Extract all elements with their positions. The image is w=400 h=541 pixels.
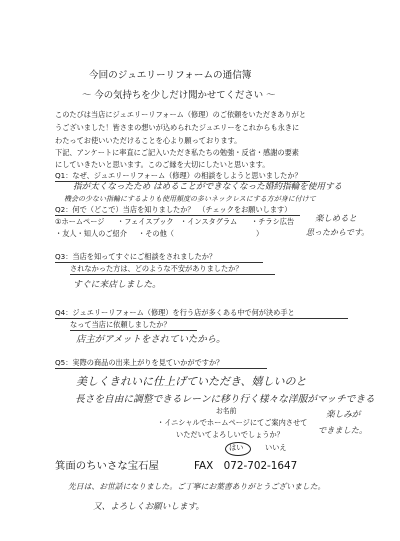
survey-subtitle: 〜 今の気持ちを少しだけ聞かせてください 〜 [82, 90, 276, 101]
q5-answer-line-1: 美しくきれいに仕上げていただき、嬉しいのと [76, 375, 307, 388]
shop-fax: FAX 072-702-1647 [194, 460, 298, 472]
q5-underline [55, 368, 267, 369]
intro-line-3: わたってお使いいただけることを心より願っております。 [55, 136, 242, 145]
q3-underline-1 [55, 262, 263, 263]
q1-question: Q1：なぜ、ジュエリーリフォーム（修理）の相談をしようと思いましたか？ [55, 171, 302, 180]
q2-option-other-close: ） [256, 229, 264, 238]
consent-question-line-2: いただいてよろしいでしょうか？ [176, 430, 284, 439]
intro-line-5: にしていきたいと思います。このご縁を大切にしたいと思います。 [55, 160, 270, 169]
footer-message-line-2: 又、よろしくお願いします。 [93, 502, 205, 512]
q4-answer: 店主がアメットをされていたから。 [76, 334, 226, 345]
shop-name: 箕面のちいさな宝石屋 [55, 460, 159, 472]
q4-question-line-1: Q4：ジュエリーリフォーム（修理）を行う店が多くある中で何が決め手と [55, 308, 295, 317]
intro-line-2: うございました！皆さまの想いが込められたジュエリーをこれからも永きに [55, 123, 300, 132]
q3-underline-2 [70, 274, 275, 275]
q4-underline-2 [70, 330, 197, 331]
q5-question: Q5：実際の商品の出来上がりを見ていかがですか？ [55, 358, 224, 367]
q5-side-note-line-2: できました。 [318, 425, 368, 435]
q5-answer-line-2: 長さを自由に調整できるレーンに移り行く様々な洋服がマッチできる [75, 394, 375, 405]
q2-underline [55, 215, 300, 216]
q2-option-other: ・その他（ [138, 229, 174, 238]
footer-message-line-1: 先日は、お世話になりました。ご丁寧にお葉書ありがとうございました。 [68, 482, 326, 491]
q2-option-instagram: ・インスタグラム [180, 217, 238, 226]
q2-option-referral: ・友人・知人のご紹介 [55, 229, 127, 238]
q3-question-line-2: されなかった方は、どのような不安がありましたか？ [70, 264, 243, 273]
q2-option-flyer: ・チラシ広告 [251, 217, 295, 226]
consent-yes-option[interactable]: はい [229, 443, 244, 452]
q3-question-line-1: Q3：当店を知ってすぐにご相談をされましたか？ [55, 252, 217, 261]
q4-underline-1 [55, 318, 348, 319]
q2-option-homepage: ①ホームページ [55, 217, 105, 226]
q2-question: Q2：何で（どこで）当店を知りましたか？ （チェックをお願いします） [55, 205, 292, 214]
q3-answer: すぐに来店しました。 [73, 280, 161, 290]
consent-no-option[interactable]: いいえ [265, 443, 287, 452]
q2-option-facebook: ・フェイスブック [117, 217, 174, 226]
q5-side-note-line-1: 楽しみが [326, 410, 361, 420]
q2-side-note-line-1: 楽しめると [315, 213, 357, 223]
intro-line-4: 下記、アンケートに率直にご記入いただき私たちの勉強・反省・感謝の要素 [55, 148, 299, 157]
q1-answer-line-2: 機会の少ない指輪にするよりも使用頻度の多いネックレスにする方が身に付けて [64, 195, 316, 203]
q4-question-line-2: なって当店に依頼しましたか？ [70, 320, 171, 329]
intro-line-1: このたびは当店にジュエリーリフォーム（修理）のご依頼をいただきありがと [55, 110, 307, 119]
consent-question-line-1: ・イニシャルでホームページにてご案内させて [157, 418, 308, 427]
q2-side-note-line-2: 思ったからです。 [306, 228, 370, 237]
name-label: お名前 [216, 407, 237, 415]
survey-title: 今回のジュエリーリフォームの通信簿 [89, 70, 252, 81]
q1-answer-line-1: 指が太くなったため はめることができなくなった婚約指輪を使用する [73, 182, 343, 192]
